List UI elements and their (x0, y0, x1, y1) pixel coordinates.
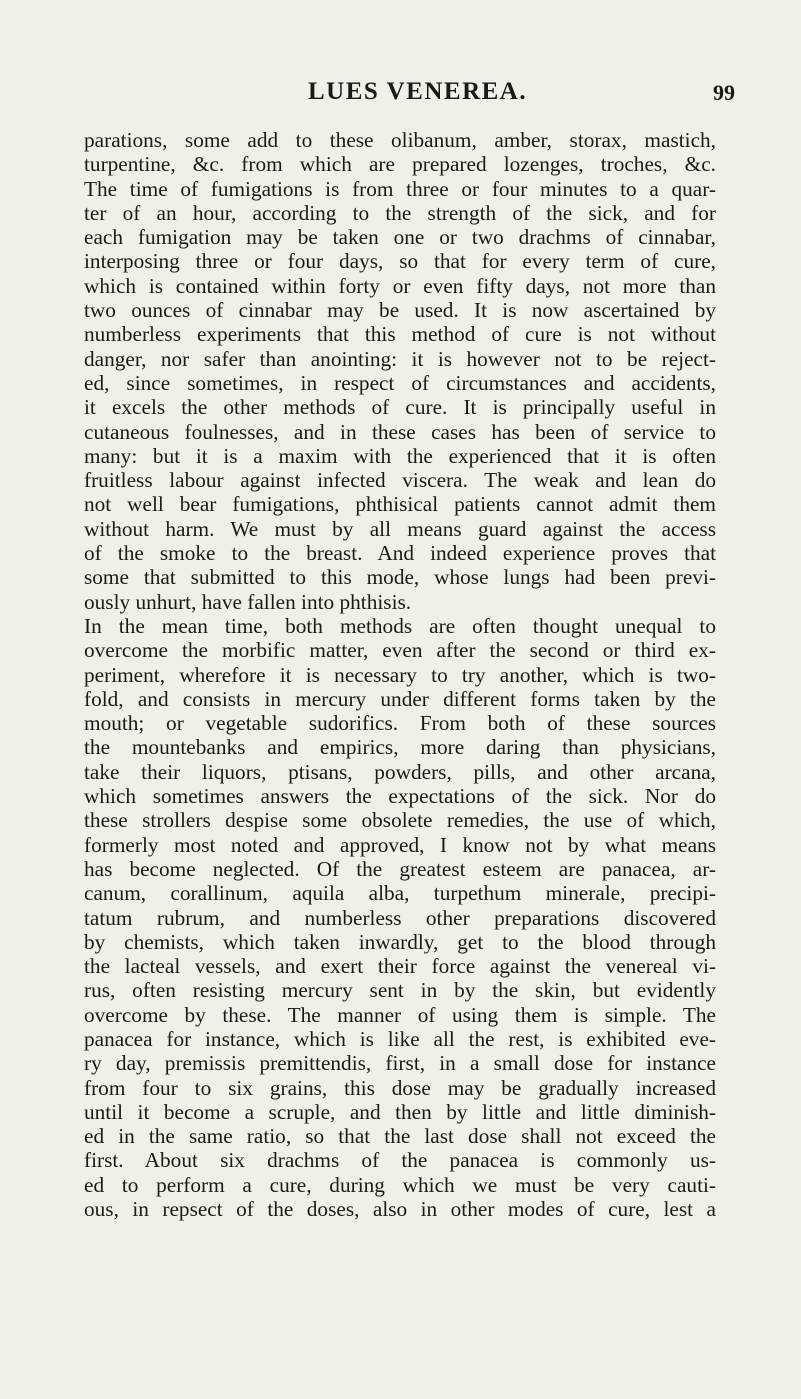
text-line: interposing three or four days, so that for every term of cure, (84, 249, 716, 274)
text-line: which sometimes answers the expectations of the sick. Nor do (84, 784, 716, 809)
text-line: has become neglected. Of the greatest esteem are panacea, ar- (84, 856, 716, 881)
text-line: turpentine, &c. from which are prepared lozenges, troches, &c. (84, 152, 716, 177)
text-line: two ounces of cinnabar may be used. It is now ascertained by (84, 298, 716, 323)
text-line: each fumigation may be taken one or two drachms of cinnabar, (84, 225, 716, 250)
text-line: mouth; or vegetable sudorifics. From both of these sources (84, 711, 716, 736)
text-line: tatum rubrum, and numberless other preparations discovered (84, 905, 716, 930)
text-line: take their liquors, ptisans, powders, pills, and other arcana, (84, 759, 716, 784)
text-line: canum, corallinum, aquila alba, turpethum minerale, precipi- (84, 881, 716, 906)
text-line: overcome the morbific matter, even after the second or third ex- (84, 638, 716, 663)
text-line: the mountebanks and empirics, more daring than physicians, (84, 735, 716, 760)
page-number: 99 (713, 80, 735, 105)
text-line: the lacteal vessels, and exert their force against the venereal vi- (84, 954, 716, 979)
text-line: from four to six grains, this dose may be gradually increased (84, 1075, 716, 1100)
running-title: LUES VENEREA. (308, 78, 528, 105)
text-line: without harm. We must by all means guard against the access (84, 516, 716, 541)
text-line: not well bear fumigations, phthisical patients cannot admit them (84, 492, 716, 517)
text-line: ous, in repsect of the doses, also in other modes of cure, lest a (84, 1197, 716, 1222)
text-line: fruitless labour against infected viscera. The weak and lean do (84, 468, 716, 493)
text-line: ed to perform a cure, during which we must be very cauti- (84, 1172, 716, 1197)
text-line: danger, nor safer than anointing: it is however not to be reject- (84, 346, 716, 371)
text-line: cutaneous foulnesses, and in these cases has been of service to (84, 419, 716, 444)
text-line: ously unhurt, have fallen into phthisis. (84, 589, 412, 614)
text-line: The time of fumigations is from three or four minutes to a quar- (84, 176, 716, 201)
text-line: first. About six drachms of the panacea is commonly us- (84, 1148, 716, 1173)
text-line: which is contained within forty or even fifty days, not more than (84, 273, 716, 298)
text-line: formerly most noted and approved, I know not by what means (84, 832, 716, 857)
text-line: by chemists, which taken inwardly, get to the blood through (84, 929, 716, 954)
text-line: rus, often resisting mercury sent in by the skin, but evidently (84, 978, 716, 1003)
body-text (84, 128, 716, 1221)
text-line: parations, some add to these olibanum, amber, storax, mastich, (84, 128, 716, 152)
text-line: overcome by these. The manner of using them is simple. The (84, 1002, 716, 1027)
text-line: fold, and consists in mercury under different forms taken by the (84, 686, 716, 711)
text-line: of the smoke to the breast. And indeed experience proves that (84, 541, 716, 566)
text-line: In the mean time, both methods are often thought unequal to (84, 613, 716, 638)
text-line: numberless experiments that this method of cure is not without (84, 322, 716, 347)
text-line: ed in the same ratio, so that the last dose shall not exceed the (84, 1124, 716, 1149)
text-line: until it become a scruple, and then by little and little diminish- (84, 1099, 716, 1124)
text-line: some that submitted to this mode, whose lungs had been previ- (84, 565, 716, 590)
text-line: it excels the other methods of cure. It is principally useful in (84, 395, 716, 420)
text-line: ed, since sometimes, in respect of circumstances and accidents, (84, 370, 716, 395)
text-line: ter of an hour, according to the strength of the sick, and for (84, 200, 716, 225)
text-line: these strollers despise some obsolete remedies, the use of which, (84, 808, 716, 833)
text-line: panacea for instance, which is like all the rest, is exhibited eve- (84, 1026, 716, 1051)
text-line: ry day, premissis premittendis, first, in a small dose for instance (84, 1051, 716, 1076)
text-line: periment, wherefore it is necessary to try another, which is two- (84, 662, 716, 687)
text-line: many: but it is a maxim with the experienced that it is often (84, 443, 716, 468)
